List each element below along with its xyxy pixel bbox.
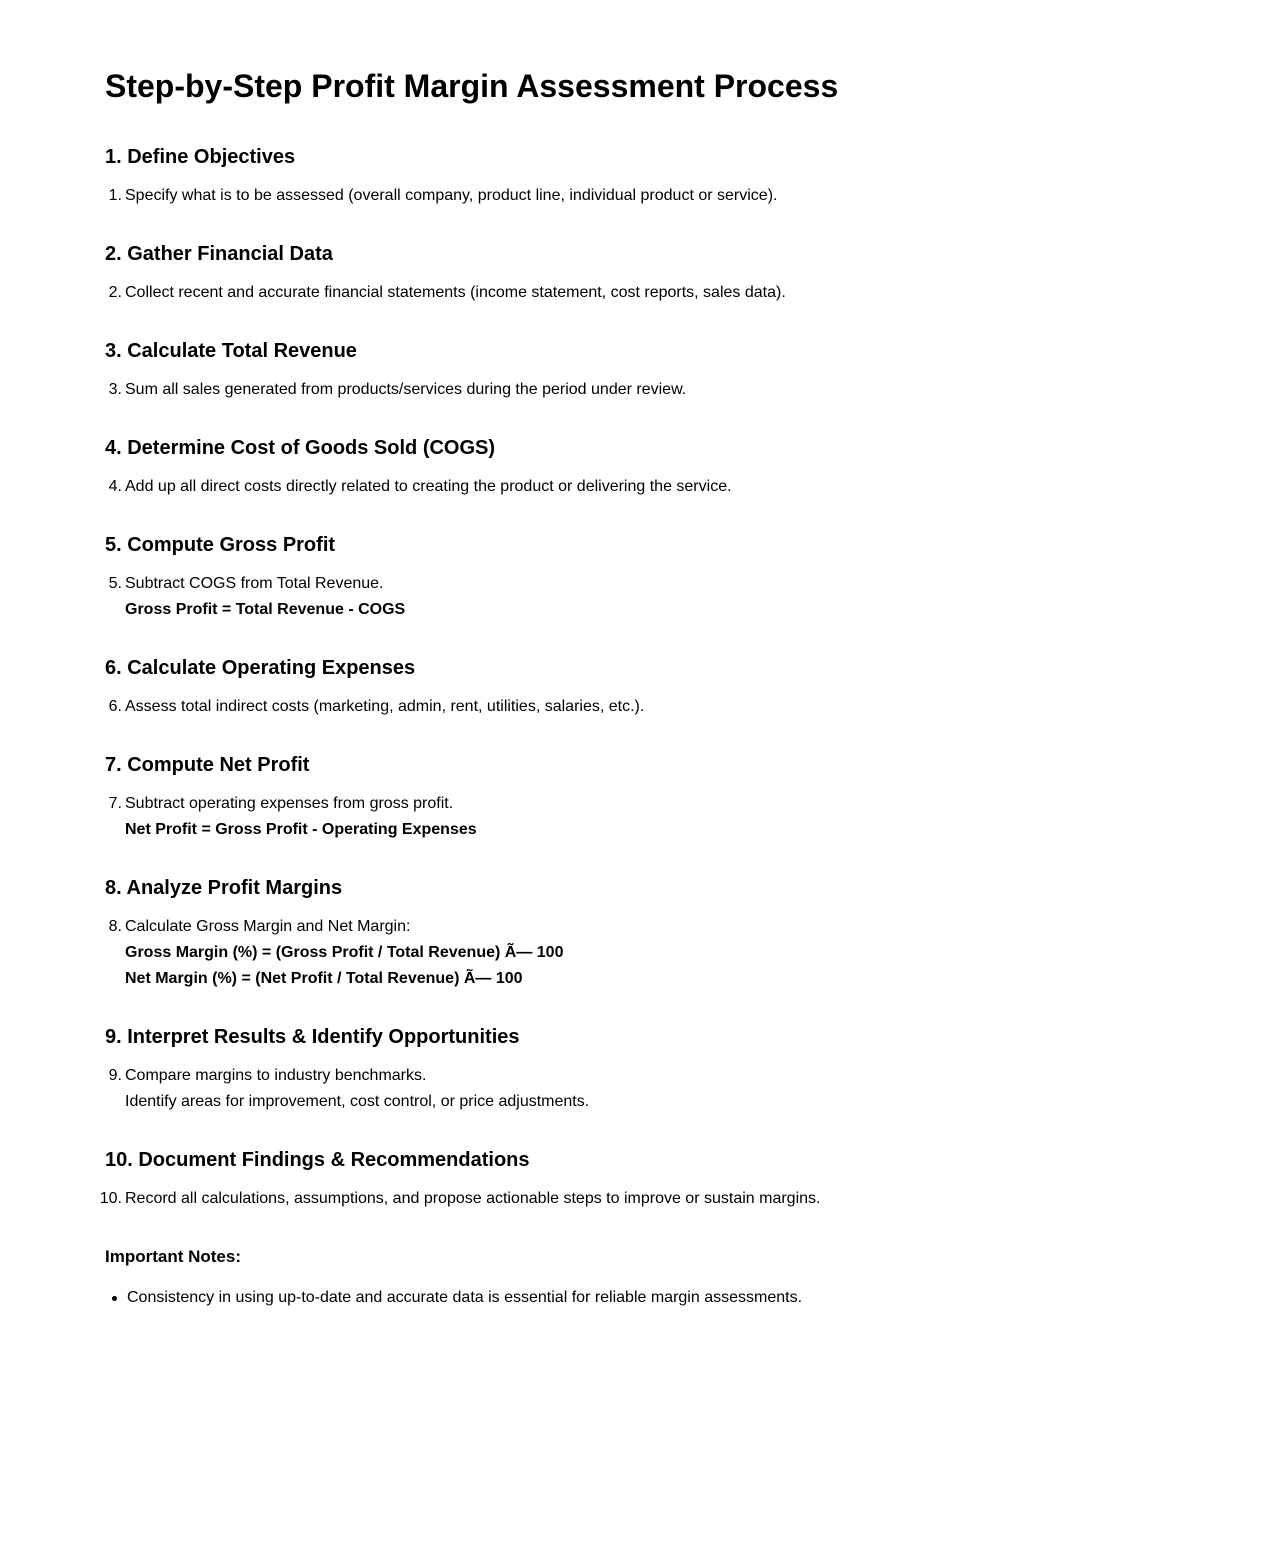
bullet-icon xyxy=(112,1296,117,1301)
step-number: 9. xyxy=(108,1067,122,1084)
step-section xyxy=(105,145,1155,209)
step-heading: 4. Determine Cost of Goods Sold (COGS) xyxy=(105,437,496,459)
step-text: Identify areas for improvement, cost control, or price adjustments. xyxy=(125,1093,590,1110)
step-text: Subtract operating expenses from gross profit. xyxy=(125,795,454,812)
step-item xyxy=(105,1063,1155,1115)
step-heading: 3. Calculate Total Revenue xyxy=(105,340,357,362)
step-heading: 9. Interpret Results & Identify Opportunities xyxy=(105,1026,520,1048)
step-text: Calculate Gross Margin and Net Margin: xyxy=(125,918,411,935)
step-section xyxy=(105,339,1155,403)
step-heading: 1. Define Objectives xyxy=(105,146,296,168)
step-text: Add up all direct costs directly related to creating the product or delivering the service. xyxy=(125,478,732,495)
step-heading: 6. Calculate Operating Expenses xyxy=(105,657,416,679)
step-item xyxy=(105,183,1155,209)
step-number: 10. xyxy=(99,1190,122,1207)
step-text: Compare margins to industry benchmarks. xyxy=(125,1067,427,1084)
step-number: 1. xyxy=(108,187,122,204)
step-text: Collect recent and accurate financial statements (income statement, cost reports, sales data). xyxy=(125,284,786,301)
step-text: Assess total indirect costs (marketing, admin, rent, utilities, salaries, etc.). xyxy=(125,698,645,715)
step-number: 7. xyxy=(108,795,122,812)
step-item xyxy=(105,571,1155,623)
step-number: 8. xyxy=(108,918,122,935)
step-item xyxy=(105,474,1155,500)
step-item xyxy=(105,914,1155,992)
step-formula: Net Profit = Gross Profit - Operating Expenses xyxy=(125,821,477,838)
step-section xyxy=(105,533,1155,623)
step-number: 6. xyxy=(108,698,122,715)
step-item xyxy=(105,377,1155,403)
notes-list xyxy=(105,1285,1155,1311)
step-section xyxy=(99,1148,1155,1212)
step-heading: 7. Compute Net Profit xyxy=(105,754,310,776)
step-formula: Gross Profit = Total Revenue - COGS xyxy=(125,601,406,618)
step-item xyxy=(105,791,1155,843)
step-section xyxy=(105,436,1155,500)
step-section xyxy=(105,753,1155,843)
step-number: 2. xyxy=(108,284,122,301)
notes-section xyxy=(105,1246,1155,1311)
step-number: 4. xyxy=(108,478,122,495)
note-item xyxy=(105,1285,1155,1311)
step-text: Record all calculations, assumptions, and propose actionable steps to improve or sustain margins. xyxy=(125,1190,821,1207)
step-section xyxy=(105,1025,1155,1115)
step-number: 5. xyxy=(108,575,122,592)
step-item xyxy=(105,280,1155,306)
step-formula: Net Margin (%) = (Net Profit / Total Revenue) Ã— 100 xyxy=(125,970,523,987)
step-text: Sum all sales generated from products/services during the period under review. xyxy=(125,381,687,398)
step-text: Subtract COGS from Total Revenue. xyxy=(125,575,384,592)
page-title: Step-by-Step Profit Margin Assessment Process xyxy=(105,68,839,104)
steps-container xyxy=(99,145,1155,1212)
step-heading: 10. Document Findings & Recommendations xyxy=(105,1149,530,1171)
step-heading: 8. Analyze Profit Margins xyxy=(105,877,343,899)
step-heading: 2. Gather Financial Data xyxy=(105,243,333,265)
step-text: Specify what is to be assessed (overall company, product line, individual product or service). xyxy=(125,187,778,204)
step-heading: 5. Compute Gross Profit xyxy=(105,534,336,556)
step-formula: Gross Margin (%) = (Gross Profit / Total Revenue) Ã— 100 xyxy=(125,944,564,961)
notes-heading: Important Notes: xyxy=(105,1247,241,1266)
step-item xyxy=(105,694,1155,720)
step-section xyxy=(105,656,1155,720)
step-section xyxy=(105,876,1155,992)
step-item xyxy=(99,1186,1155,1212)
step-number: 3. xyxy=(108,381,122,398)
step-section xyxy=(105,242,1155,306)
note-text: Consistency in using up-to-date and accurate data is essential for reliable margin assessments. xyxy=(127,1289,803,1306)
